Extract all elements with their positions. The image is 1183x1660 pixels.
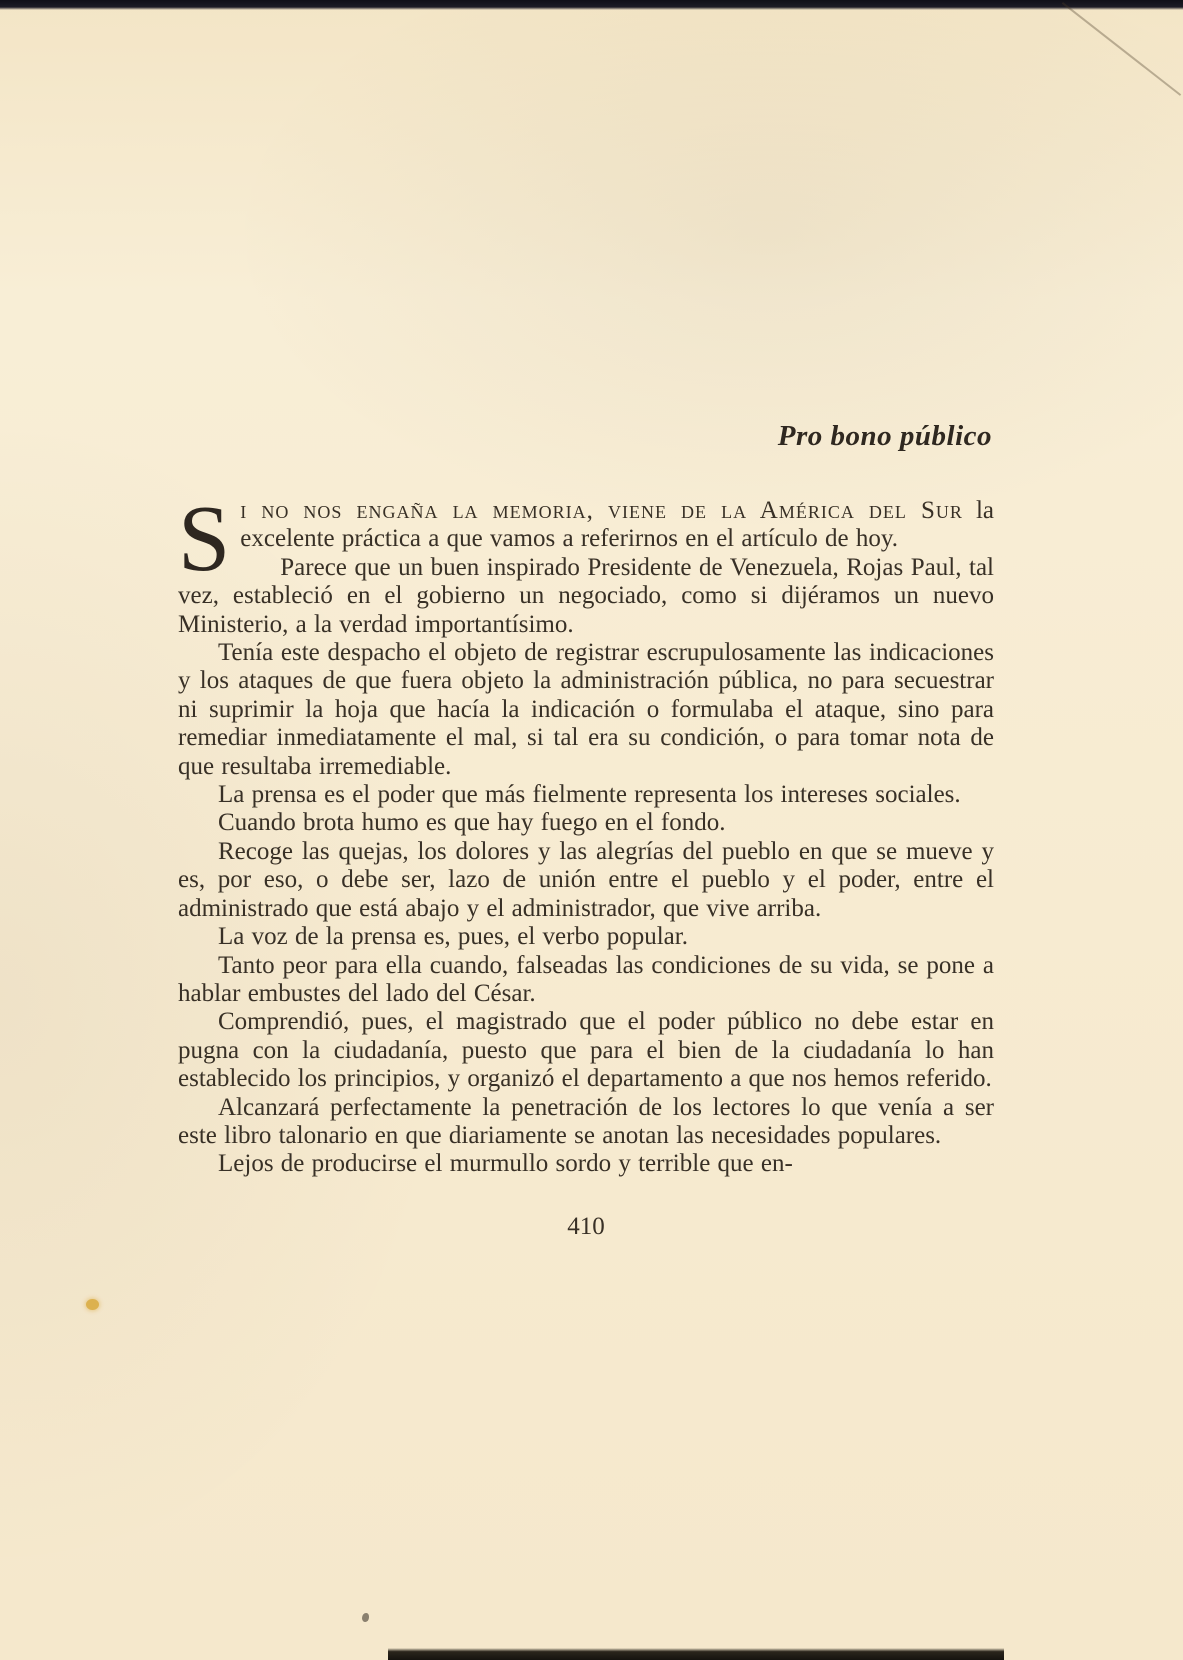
paragraph: Lejos de producirse el murmullo sordo y terrible que en- <box>218 1150 793 1178</box>
scan-top-edge <box>0 0 1183 10</box>
paragraph-opening <box>178 487 994 591</box>
paragraph: Cuando brota humo es que hay fuego en el fondo. <box>218 809 726 837</box>
drop-cap: S <box>178 487 231 591</box>
page-number: 410 <box>567 1212 605 1240</box>
running-title: Pro bono público <box>777 420 992 452</box>
paragraph: Alcanzará perfectamente la penetración de los lectores lo que venía a ser este libro talonario en que diariamente se anotan las necesidades populares. <box>178 1093 994 1149</box>
paragraph: Tenía este despacho el objeto de registrar escrupulosamente las indicaciones y los ataques de que fuera objeto la administración pública, no para secuestrar ni suprimir la hoja que hacía la indicación o formulaba el ataque, sino para remediar inmediatamente el mal, si tal era su condición, o para tomar nota de que resultaba irremediable. <box>178 639 994 780</box>
opening-rest: la excelente práctica a que vamos a referirnos en el artículo de hoy. <box>240 497 994 553</box>
paragraph: Recoge las quejas, los dolores y las alegrías del pueblo en que se mueve y es, por eso, o debe ser, lazo de unión entre el pueblo y el poder, entre el administrado que está abajo y el administrador, que vive arriba. <box>178 837 994 922</box>
paragraph: Comprendió, pues, el magistrado que el poder público no debe estar en pugna con la ciudadanía, puesto que para el bien de la ciudadanía lo han establecido los principios, y organizó el departamento a que nos hemos referido. <box>178 1008 994 1093</box>
body-text <box>178 487 994 1179</box>
paragraph: La voz de la prensa es, pues, el verbo popular. <box>218 923 688 951</box>
opening-smallcaps-line: i no nos engaña la memoria, viene de la América del Sur <box>240 497 963 524</box>
ink-speck <box>362 1613 369 1622</box>
text-block <box>178 420 994 1241</box>
paragraph: Parece que un buen inspirado Presidente de Venezuela, Rojas Paul, tal vez, estableció en el gobierno un negociado, como si dijéramos un nuevo Ministerio, a la verdad importantísimo. <box>178 553 994 638</box>
paragraph: Tanto peor para ella cuando, falseadas las condiciones de su vida, se pone a hablar embustes del lado del César. <box>178 951 994 1007</box>
scan-bottom-edge <box>388 1648 1004 1660</box>
page-corner-crease <box>1062 2 1181 96</box>
paper-blemish <box>86 1299 99 1310</box>
paragraph: La prensa es el poder que más fielmente representa los intereses sociales. <box>218 781 961 809</box>
